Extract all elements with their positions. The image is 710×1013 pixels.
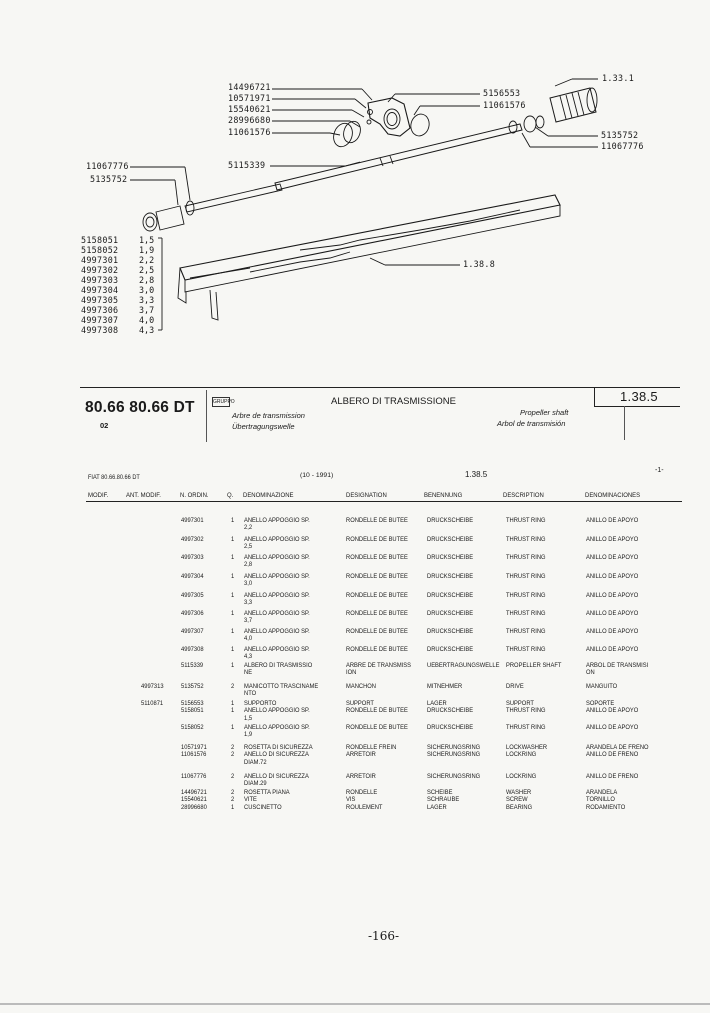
table-cell-ord: 10571971 11061576 [181, 744, 207, 759]
table-cell-en: THRUST RING [506, 610, 546, 617]
ring-code: 4997308 [81, 325, 119, 335]
table-cell-de: DRUCKSCHEIBE [427, 536, 474, 543]
table-cell-fr: RONDELLE DE BUTEE [346, 517, 408, 524]
section-title-en: Propeller shaft [520, 408, 569, 417]
ring-size: 3,7 [139, 305, 155, 315]
ref-frame: 1.38.8 [463, 259, 496, 269]
table-cell-q: 2 [231, 683, 235, 690]
ring-size: 1,9 [139, 245, 155, 255]
table-cell-de: SICHERUNGSRING [427, 773, 481, 780]
table-cell-en: LOCKRING [506, 773, 537, 780]
table-cell-es: ANILLO DE APOYO [586, 554, 639, 561]
table-cell-ord: 5156553 5158051 [181, 700, 204, 715]
table-meta-page: -1- [655, 467, 664, 474]
ring-code: 5158052 [81, 245, 119, 255]
table-cell-es: ANILLO DE APOYO [586, 628, 639, 635]
table-cell-q: 2 [231, 773, 235, 780]
table-cell-ord: 5158052 [181, 724, 204, 731]
callout-top-0: 14496721 [228, 82, 271, 92]
table-cell-de: MITNEHMER [427, 683, 463, 690]
table-cell-it: ANELLO APPOGGIO SP. 2,5 [244, 536, 310, 551]
table-cell-ord: 5135752 [181, 683, 204, 690]
ring-size: 2,8 [139, 275, 155, 285]
callout-top-4: 11061576 [228, 127, 271, 137]
table-cell-de: DRUCKSCHEIBE [427, 724, 474, 731]
table-cell-ord: 4997302 [181, 536, 204, 543]
table-cell-es: ARANDELA DE FRENO ANILLO DE FRENO [586, 744, 649, 759]
table-cell-de: SCHEIBE SCHRAUBE LAGER [427, 789, 460, 811]
table-cell-ord: 4997307 [181, 628, 204, 635]
ring-code: 5158051 [81, 235, 119, 245]
table-cell-ord: 4997303 [181, 554, 204, 561]
table-cell-it: ANELLO APPOGGIO SP. 4,3 [244, 646, 310, 661]
table-cell-it: ANELLO APPOGGIO SP. 1,9 [244, 724, 310, 739]
column-header: Q. [227, 492, 234, 499]
callout-left-1: 5135752 [90, 174, 128, 184]
table-cell-it: ANELLO APPOGGIO SP. 2,8 [244, 554, 310, 569]
section-title-es: Arbol de transmisión [497, 419, 566, 428]
table-cell-en: THRUST RING [506, 724, 546, 731]
table-cell-ord: 11067776 [181, 773, 207, 780]
table-cell-ord: 4997301 [181, 517, 204, 524]
table-cell-de: DRUCKSCHEIBE [427, 592, 474, 599]
column-header: DENOMINACIONES [585, 492, 641, 499]
table-cell-en: THRUST RING [506, 628, 546, 635]
table-cell-q: 1 [231, 592, 235, 599]
callout-top-3: 28996680 [228, 115, 271, 125]
column-header: N. ORDIN. [180, 492, 209, 499]
ref-top-right: 1.33.1 [602, 73, 635, 83]
table-cell-q: 2 2 [231, 744, 235, 759]
table-cell-es: ANILLO DE APOYO [586, 610, 639, 617]
table-cell-it: ROSETTA DI SICUREZZA ANELLO DI SICUREZZA DIAM.72 [244, 744, 313, 766]
model-title: 80.66 80.66 DT [85, 399, 195, 416]
ring-code: 4997306 [81, 305, 119, 315]
table-cell-fr: RONDELLE DE BUTEE [346, 610, 408, 617]
table-cell-en: THRUST RING [506, 554, 546, 561]
ring-size: 1,5 [139, 235, 155, 245]
table-cell-ord: 4997305 [181, 592, 204, 599]
table-cell-es: ANILLO DE APOYO [586, 646, 639, 653]
table-cell-it: MANICOTTO TRASCINAME NTO [244, 683, 319, 698]
table-cell-fr: RONDELLE DE BUTEE [346, 554, 408, 561]
exploded-view-diagram [0, 0, 710, 380]
table-cell-es: ARANDELA TORNILLO RODAMIENTO [586, 789, 626, 811]
ring-code: 4997301 [81, 255, 119, 265]
title-rule-top [80, 387, 680, 388]
table-cell-fr: MANCHON [346, 683, 376, 690]
table-cell-en: THRUST RING [506, 536, 546, 543]
table-cell-de: LAGER DRUCKSCHEIBE [427, 700, 474, 715]
table-cell-q: 1 [231, 646, 235, 653]
table-cell-de: DRUCKSCHEIBE [427, 646, 474, 653]
table-cell-q: 1 [231, 573, 235, 580]
title-divider-left [206, 390, 207, 442]
table-cell-es: ANILLO DE FRENO [586, 773, 639, 780]
ring-size: 4,0 [139, 315, 155, 325]
callout-top-1: 10571971 [228, 93, 271, 103]
table-cell-q: 1 1 [231, 700, 235, 715]
column-header: ANT. MODIF. [126, 492, 161, 499]
ring-size: 2,5 [139, 265, 155, 275]
table-cell-es: ANILLO DE APOYO [586, 517, 639, 524]
column-header: DESCRIPTION [503, 492, 544, 499]
table-cell-fr: RONDELLE DE BUTEE [346, 628, 408, 635]
table-cell-fr: RONDELLE DE BUTEE [346, 536, 408, 543]
table-cell-fr: ARRETOIR [346, 773, 376, 780]
table-cell-ord: 5115339 [181, 662, 204, 669]
table-cell-en: WASHER SCREW BEARING [506, 789, 533, 811]
callout-right-lower-0: 5135752 [601, 130, 639, 140]
table-cell-fr: SUPPORT RONDELLE DE BUTEE [346, 700, 408, 715]
callout-top-2: 15540621 [228, 104, 271, 114]
ring-code: 4997303 [81, 275, 119, 285]
table-cell-en: THRUST RING [506, 592, 546, 599]
section-ref: 1.38.5 [620, 389, 658, 404]
table-cell-q: 2 2 1 [231, 789, 235, 811]
table-cell-de: DRUCKSCHEIBE [427, 573, 474, 580]
table-cell-es: ARBOL DE TRANSMISI ON [586, 662, 649, 677]
callout-left-0: 11067776 [86, 161, 129, 171]
model-sub: 02 [100, 421, 109, 430]
table-cell-de: DRUCKSCHEIBE [427, 628, 474, 635]
table-cell-de: DRUCKSCHEIBE [427, 610, 474, 617]
table-cell-it: SUPPORTO ANELLO APPOGGIO SP. 1,5 [244, 700, 310, 722]
ring-code: 4997304 [81, 285, 119, 295]
table-cell-es: ANILLO DE APOYO [586, 592, 639, 599]
table-cell-ord: 4997306 [181, 610, 204, 617]
group-logo: GRUPPO [213, 399, 235, 405]
table-cell-en: SUPPORT THRUST RING [506, 700, 546, 715]
table-cell-en: DRIVE [506, 683, 524, 690]
table-cell-q: 1 [231, 536, 235, 543]
callout-right-upper-0: 5156553 [483, 88, 521, 98]
section-title-fr: Arbre de transmission [232, 411, 305, 420]
table-cell-fr: ARBRE DE TRANSMISS ION [346, 662, 412, 677]
ring-size: 3,3 [139, 295, 155, 305]
title-divider-right [594, 387, 595, 407]
table-cell-it: ALBERO DI TRASMISSIO NE [244, 662, 313, 677]
table-cell-fr: RONDELLE DE BUTEE [346, 724, 408, 731]
table-cell-en: THRUST RING [506, 646, 546, 653]
table-cell-ord: 4997304 [181, 573, 204, 580]
table-cell-ant: 4997313 [141, 683, 164, 690]
table-cell-fr: RONDELLE DE BUTEE [346, 646, 408, 653]
table-cell-en: LOCKWASHER LOCKRING [506, 744, 548, 759]
callout-shaft: 5115339 [228, 160, 266, 170]
table-cell-de: DRUCKSCHEIBE [427, 554, 474, 561]
ring-size: 2,2 [139, 255, 155, 265]
table-cell-q: 1 [231, 517, 235, 524]
table-cell-es: ANILLO DE APOYO [586, 573, 639, 580]
table-cell-ord: 14496721 15540621 28996680 [181, 789, 207, 811]
table-cell-q: 1 [231, 628, 235, 635]
ring-code: 4997302 [81, 265, 119, 275]
table-cell-q: 1 [231, 610, 235, 617]
table-cell-de: UEBERTRAGUNGSWELLE [427, 662, 500, 669]
column-header: DESIGNATION [346, 492, 387, 499]
table-meta-date: (10 - 1991) [300, 472, 334, 479]
table-cell-de: SICHERUNGSRING SICHERUNGSRING [427, 744, 481, 759]
table-cell-en: THRUST RING [506, 573, 546, 580]
table-cell-q: 1 [231, 662, 235, 669]
table-cell-es: ANILLO DE APOYO [586, 536, 639, 543]
table-cell-es: ANILLO DE APOYO [586, 724, 639, 731]
table-cell-it: ROSETTA PIANA VITE CUSCINETTO [244, 789, 290, 811]
ring-size: 4,3 [139, 325, 155, 335]
table-cell-it: ANELLO APPOGGIO SP. 3,0 [244, 573, 310, 588]
table-cell-ant: 5110871 [141, 700, 164, 707]
table-cell-it: ANELLO APPOGGIO SP. 4,0 [244, 628, 310, 643]
table-cell-de: DRUCKSCHEIBE [427, 517, 474, 524]
ring-code: 4997307 [81, 315, 119, 325]
ring-code: 4997305 [81, 295, 119, 305]
column-header: MODIF. [88, 492, 109, 499]
table-cell-q: 1 [231, 724, 235, 731]
table-cell-it: ANELLO APPOGGIO SP. 3,3 [244, 592, 310, 607]
table-cell-ord: 4997308 [181, 646, 204, 653]
callout-right-lower-1: 11067776 [601, 141, 644, 151]
table-cell-it: ANELLO APPOGGIO SP. 2,2 [244, 517, 310, 532]
ref-box-stem [624, 406, 625, 440]
callout-right-upper-1: 11061576 [483, 100, 526, 110]
section-title-de: Übertragungswelle [232, 422, 295, 431]
table-cell-it: ANELLO APPOGGIO SP. 3,7 [244, 610, 310, 625]
table-cell-it: ANELLO DI SICUREZZA DIAM.29 [244, 773, 309, 788]
ring-size: 3,0 [139, 285, 155, 295]
ref-box-bottom [594, 406, 680, 407]
table-cell-fr: RONDELLE FREIN ARRETOIR [346, 744, 397, 759]
table-cell-en: THRUST RING [506, 517, 546, 524]
scan-edge [0, 1003, 710, 1005]
section-title: ALBERO DI TRASMISSIONE [331, 396, 456, 407]
table-cell-es: SOPORTE ANILLO DE APOYO [586, 700, 639, 715]
table-cell-fr: RONDELLE DE BUTEE [346, 592, 408, 599]
table-cell-en: PROPELLER SHAFT [506, 662, 562, 669]
table-cell-fr: RONDELLE DE BUTEE [346, 573, 408, 580]
page-number: -166- [368, 929, 400, 943]
table-cell-q: 1 [231, 554, 235, 561]
column-header: DENOMINAZIONE [243, 492, 294, 499]
table-meta-ref: 1.38.5 [465, 470, 488, 479]
table-cell-fr: RONDELLE VIS ROULEMENT [346, 789, 383, 811]
table-meta-left: FIAT 80.66.80.66 DT [88, 474, 140, 481]
table-cell-es: MANGUITO [586, 683, 618, 690]
column-header: BENENNUNG [424, 492, 463, 499]
table-header-rule [86, 501, 682, 502]
